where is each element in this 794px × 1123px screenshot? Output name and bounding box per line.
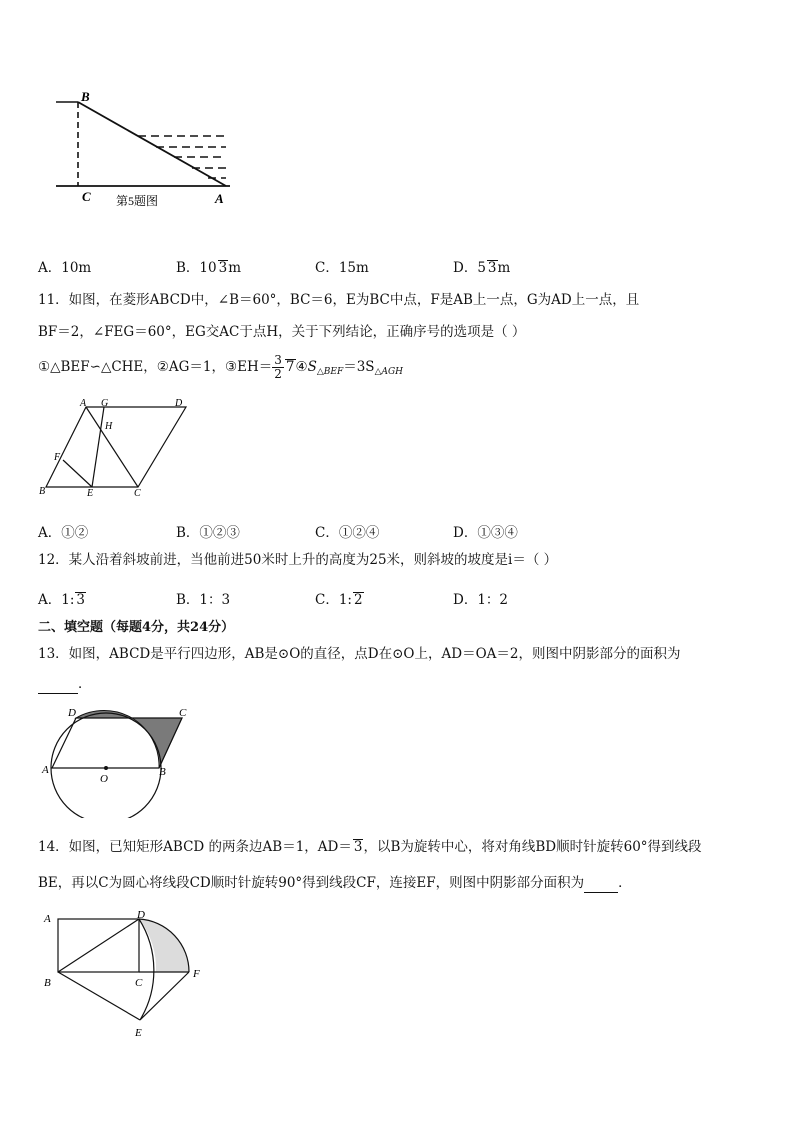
q11-conclusions: ①△BEF∽△CHE，②AG＝1，③EH＝ $\frac{3}{2}$ $7④S_{\triangle BEF}=3S_{\triangle AGH}$ — [38, 353, 404, 381]
svg-text:F: F — [54, 452, 61, 463]
svg-text:A: A — [42, 764, 49, 776]
svg-text:B: B — [44, 977, 51, 989]
figure-caption: 第5题图 — [116, 194, 159, 208]
svg-text:C: C — [135, 977, 143, 989]
q14-line2: BE，再以C为圆心将线段CD顺时针旋转90°得到线段CF，连接EF，则图中阴影部分面积为 ． — [38, 875, 632, 891]
label-B: B — [81, 89, 90, 104]
label-C: C — [82, 189, 91, 204]
q12-question: 12．某人沿着斜坡前进，当他前进50米时上升的高度为25米，则斜坡的坡度是i＝（ ） — [38, 552, 558, 568]
svg-text:G: G — [101, 398, 109, 409]
q11-line2: BF＝2，∠FEG＝60°，EG交AC于点H，关于下列结论，正确序号的选项是（ ） — [38, 324, 526, 340]
q11-option-a: A．①② — [38, 525, 89, 541]
water-dashes — [138, 136, 226, 178]
diagonal-bd — [58, 919, 139, 972]
figure-q14-rectangle — [36, 906, 216, 1044]
q10-option-b: B．10 3m — [176, 260, 242, 276]
shaded-region-right — [132, 718, 182, 768]
segment-ef — [140, 972, 189, 1020]
svg-text:D: D — [175, 398, 183, 409]
figure-q5 — [40, 88, 240, 210]
q12-option-a: A．1: 3 — [38, 592, 85, 608]
q13-answer-blank — [38, 675, 78, 694]
circle-o — [51, 713, 161, 818]
q11-option-b: B．①②③ — [176, 525, 240, 541]
svg-text:C: C — [134, 488, 141, 499]
svg-text:F: F — [193, 968, 200, 980]
section-heading: 二、填空题（每题4分，共24分） — [38, 620, 235, 635]
svg-text:O: O — [100, 773, 108, 785]
segment-be — [58, 972, 140, 1020]
center-point — [104, 766, 108, 770]
svg-text:D: D — [68, 707, 76, 719]
svg-text:A: A — [44, 913, 51, 925]
q10-option-d: D．5 3m — [453, 260, 511, 276]
figure-q13-circle — [36, 703, 196, 818]
q12-option-b: B．1：3 — [176, 592, 231, 608]
slope-line — [78, 102, 226, 186]
q14-answer-blank — [584, 874, 618, 893]
q13-line2: ． — [38, 675, 92, 694]
q14-line1: 14．如图，已知矩形ABCD 的两条边AB＝1，AD＝ 3，以B为旋转中心，将对角线BD顺时针旋转60°得到线段 — [38, 839, 702, 855]
q11-option-c: C．①②④ — [315, 525, 380, 541]
segment-ef — [63, 460, 92, 487]
q11-option-d: D．①③④ — [453, 525, 518, 541]
q13-line1: 13．如图，ABCD是平行四边形，AB是⊙O的直径，点D在⊙O上，AD＝OA＝2，则图中阴影部分的面积为 — [38, 646, 681, 662]
svg-text:D: D — [137, 909, 145, 921]
svg-text:C: C — [179, 707, 187, 719]
q10-option-c: C．15m — [315, 260, 369, 276]
svg-text:H: H — [105, 421, 113, 432]
q11-line1: 11．如图，在菱形ABCD中，∠B＝60°，BC＝6，E为BC中点，F是AB上一点，G为AD上一点，且 — [38, 292, 640, 308]
svg-text:E: E — [135, 1027, 142, 1039]
svg-text:E: E — [87, 488, 94, 499]
q12-option-c: C．1: 2 — [315, 592, 363, 608]
label-A: A — [215, 191, 224, 206]
q12-option-d: D．1：2 — [453, 592, 509, 608]
svg-text:B: B — [39, 486, 46, 497]
rhombus-abcd — [46, 407, 186, 487]
svg-text:A: A — [80, 398, 87, 409]
figure-q11-rhombus — [36, 396, 196, 500]
svg-text:B: B — [159, 766, 166, 778]
q10-option-a: A．10m — [38, 260, 92, 276]
